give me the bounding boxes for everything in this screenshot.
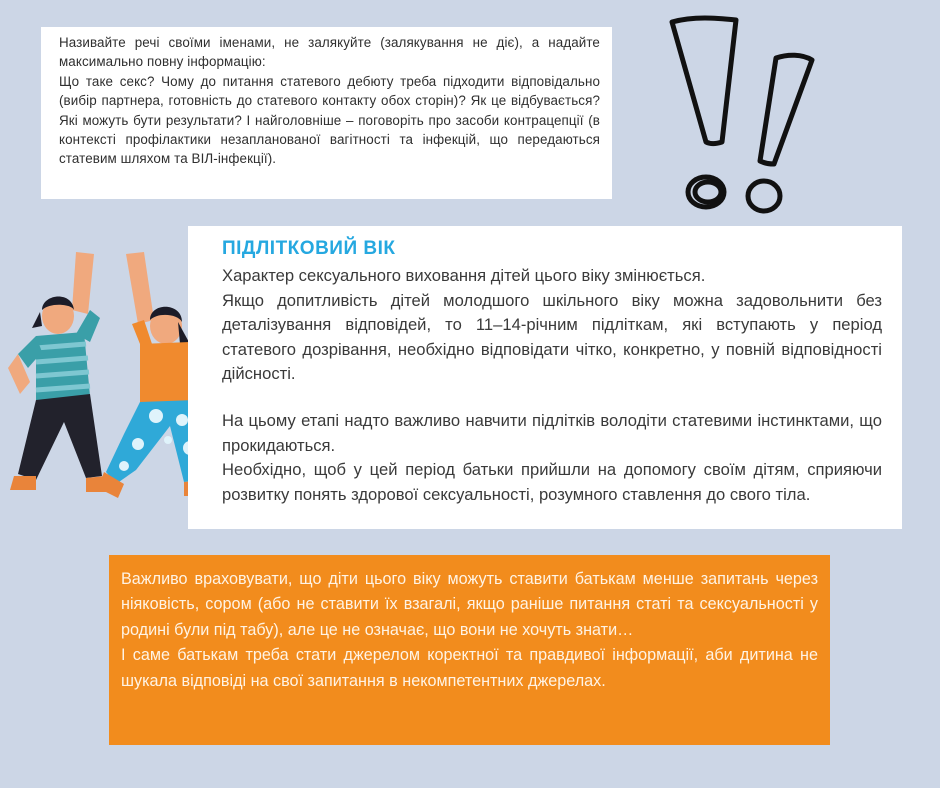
teen-age-card: [188, 226, 902, 529]
teen-paragraph-1: Характер сексуального виховання дітей цього віку змінюється.: [222, 266, 706, 285]
top-text-intro: Називайте речі своїми іменами, не залякуйте (залякування не діє), а надайте максимально повну інформацію:: [59, 35, 600, 70]
teen-paragraph-4: Необхідно, щоб у цей період батьки прийшли на допомогу своїм дітям, сприяючи розвитку понять здорової сексуальності, розумного ставлення до свого тіла.: [222, 460, 882, 504]
teen-paragraph-2: Якщо допитливість дітей молодшого шкільного віку можна задовольнити без деталізування відповідей, то 11–14-річним підліткам, які вступають у період статевого дозрівання, необхідно відповідати чітко, конкретно, у повній відповідності дійсності.: [222, 290, 882, 384]
orange-paragraph-2: І саме батькам треба стати джерелом коректної та правдивої інформації, аби дитина не шукала відповіді на свої запитання в некомпетентних джерелах.: [121, 646, 818, 690]
top-text-card: [41, 27, 612, 199]
top-text-body: Що таке секс? Чому до питання статевого дебюту треба підходити відповідально (вибір партнера, готовність до статевого контакту обох сторін)? Як це відбувається? Які можуть бути результати? І найголовніше – поговоріть про засоби контрацепції (в контексті профілактики незапланованої вагітності та інфекцій, що передаються статевим шляхом та ВІЛ-інфекції).: [59, 73, 600, 167]
section-title: ПІДЛІТКОВИЙ ВІК: [222, 238, 396, 259]
exclamation-marks-icon: [664, 8, 894, 228]
teenagers-illustration: [6, 244, 211, 509]
girl-striped-shirt: [8, 252, 110, 492]
orange-paragraph-1: Важливо враховувати, що діти цього віку можуть ставити батькам менше запитань через ніяковість, сором (або не ставити їх взагалі, якщо раніше питання статі та сексуальності у родині були під табу), але це не означає, що вони не хочуть знати…: [121, 570, 818, 639]
teen-paragraph-3: На цьому етапі надто важливо навчити підлітків володіти статевими інстинктами, що прокидаються.: [222, 410, 882, 455]
orange-note-card: [109, 555, 830, 745]
paragraph-spacer: [222, 387, 882, 409]
